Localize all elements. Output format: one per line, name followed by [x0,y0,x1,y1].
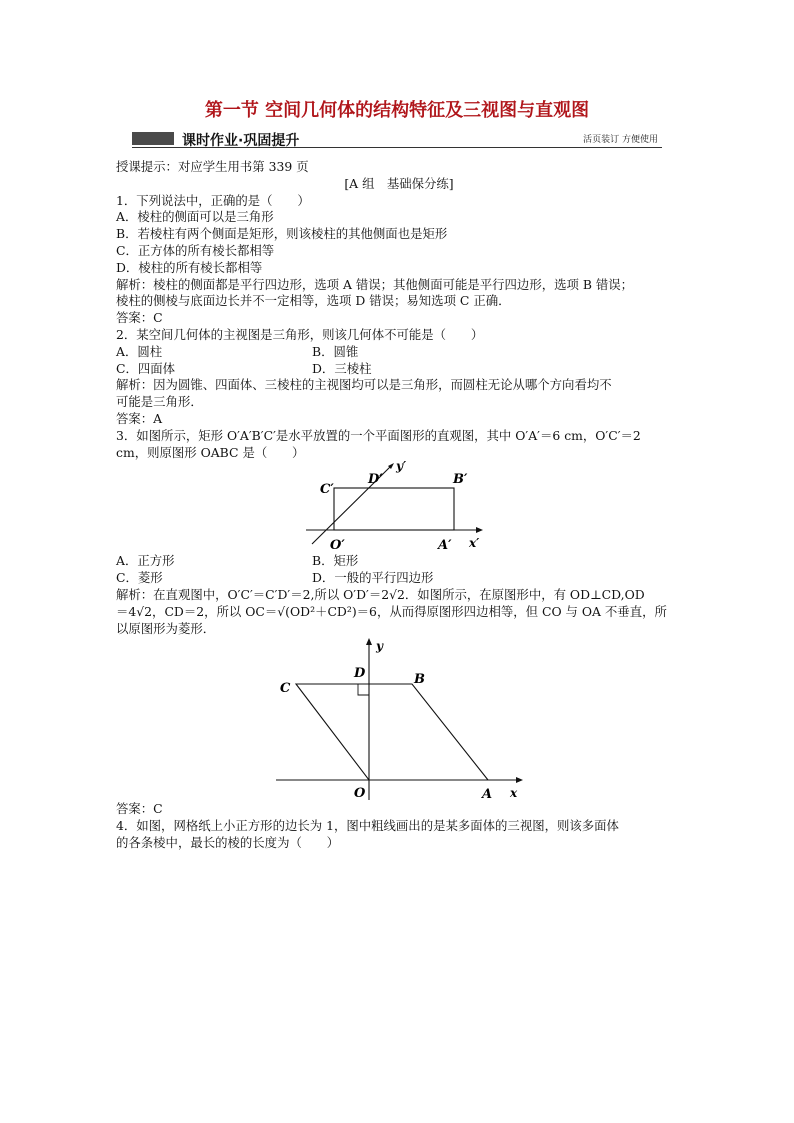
q1-analysis-line: 解析：棱柱的侧面都是平行四边形，选项 A 错误；其他侧面可能是平行四边形，选项 B 错误； [116,276,634,292]
section-banner [132,130,662,152]
q3-option-c: C．菱形 [116,570,163,586]
banner-bar [132,132,174,145]
label-d: D [354,666,366,682]
q1-option-a: A．棱柱的侧面可以是三角形 [116,209,274,225]
label-y: y [376,639,383,654]
q1-stem: 1．下列说法中，正确的是（ ） [116,192,310,208]
q2-answer: 答案：A [116,410,163,426]
q2-option-c: C．四面体 [116,360,176,376]
q1-answer: 答案：C [116,310,163,326]
label-d-prime: D′ [368,472,383,488]
q3-option-b: B．矩形 [312,553,359,569]
banner-rule [132,147,662,148]
q3-stem: cm，则原图形 OABC 是（ ） [116,444,305,460]
label-c: C [280,681,291,697]
label-o-prime: O′ [330,538,345,554]
q4-stem: 4．如图，网格纸上小正方形的边长为 1，图中粗线画出的是某多面体的三视图，则该多面体 [116,818,619,834]
q2-analysis-line: 解析：因为圆锥、四面体、三棱柱的主视图均可以是三角形，而圆柱无论从哪个方向看均不 [116,377,612,393]
banner-right-note: 活页装订 方便使用 [583,135,658,145]
label-a-prime: A′ [438,538,452,554]
label-x: x [510,786,518,801]
label-x-prime: x′ [469,536,480,551]
q3-answer: 答案：C [116,801,163,817]
q1-analysis-line: 棱柱的侧棱与底面边长并不一定相等，选项 D 错误；易知选项 C 正确． [116,293,511,309]
q3-analysis-line: 以原图形为菱形． [116,620,216,636]
label-a: A [482,787,493,802]
q2-options-row [116,344,682,361]
label-b: B [414,672,425,688]
q2-option-a: A．圆柱 [116,343,163,359]
q3-options-row [116,553,682,570]
banner-label: 课时作业·巩固提升 [182,133,300,149]
q2-analysis-line: 可能是三角形． [116,394,203,410]
q2-stem: 2．某空间几何体的主视图是三角形，则该几何体不可能是（ ） [116,326,484,342]
q3-stem: 3．如图所示，矩形 O′A′B′C′是水平放置的一个平面图形的直观图，其中 O′A′＝6 cm，O′C′＝2 [116,427,641,443]
hint-line: 授课提示：对应学生用书第 339 页 [116,159,309,174]
q2-options-row [116,361,682,378]
original-figure [266,637,536,801]
q3-analysis-line: ＝4√2，CD＝2，所以 OC＝√(OD²＋CD²)＝6，从而得原图形四边相等，但 CO 与 OA 不垂直，所 [116,603,667,619]
document-body [116,159,682,852]
label-o: O [354,786,366,802]
q4-stem: 的各条棱中，最长的棱的长度为（ ） [116,834,340,850]
page-title: 第一节 空间几何体的结构特征及三视图与直观图 [204,100,590,121]
q1-option-b: B．若棱柱有两个侧面是矩形，则该棱柱的其他侧面也是矩形 [116,226,448,242]
q3-options-row [116,570,682,587]
oblique-view-figure [306,461,506,553]
q3-analysis-line: 解析：在直观图中，O′C′＝C′D′＝2,所以 O′D′＝2√2．如图所示，在原图形中，有 OD⊥CD,OD [116,586,645,602]
label-y-prime: y′ [396,461,407,474]
q2-option-b: B．圆锥 [312,343,359,359]
q3-option-d: D．一般的平行四边形 [312,570,434,586]
group-label: [A 组 基础保分练] [344,175,454,191]
label-b-prime: B′ [453,472,468,488]
q1-option-d: D．棱柱的所有棱长都相等 [116,259,263,275]
q3-option-a: A．正方形 [116,553,175,569]
q2-option-d: D．三棱柱 [312,360,372,376]
label-c-prime: C′ [320,482,334,498]
q1-option-c: C．正方体的所有棱长都相等 [116,242,275,258]
